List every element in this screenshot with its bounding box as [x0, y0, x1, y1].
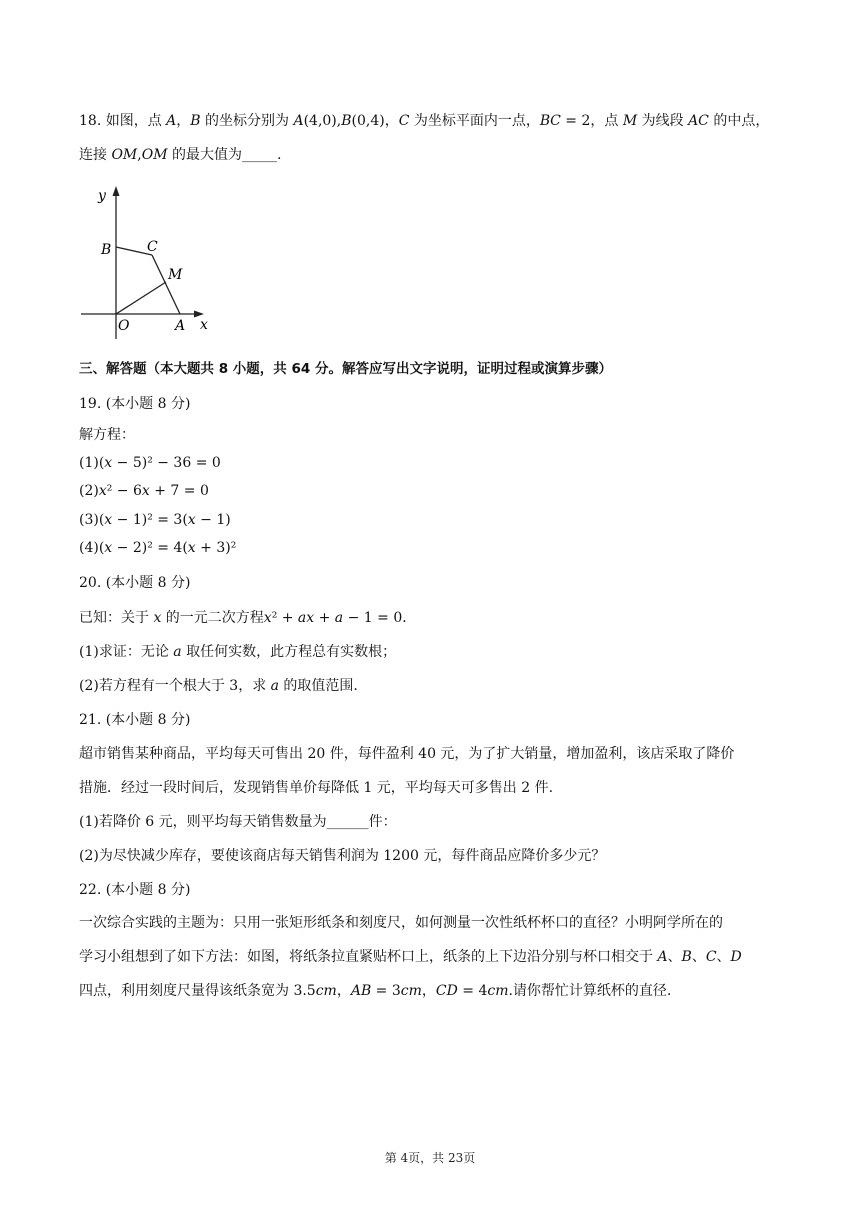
q22-line-2: 学习小组想到了如下方法：如图，将纸条拉直紧贴杯口上，纸条的上下边沿分别与杯口相交于 𝐴、𝐵、𝐶、𝐷: [79, 949, 742, 965]
q21-line-3: (1)若降价 6 元，则平均每天销售数量为______件：: [79, 814, 397, 830]
q22-line-1: 一次综合实践的主题为：只用一张矩形纸条和刻度尺，如何测量一次性纸杯杯口的直径？小明阿学所在的: [79, 915, 723, 931]
coordinate-figure: [78, 183, 228, 347]
q19-item-2: (2)𝑥² − 6𝑥 + 7 = 0: [79, 483, 209, 499]
q20-line-1: 已知：关于 𝑥 的一元二次方程𝑥² + 𝑎𝑥 + 𝑎 − 1 = 0．: [79, 610, 417, 626]
q18-line-1: 18. 如图，点 𝐴，𝐵 的坐标分别为 𝐴(4,0),𝐵(0,4)，𝐶 为坐标平面内一点，𝐵𝐶 = 2，点 𝑀 为线段 𝐴𝐶 的中点，: [79, 113, 770, 129]
label-m: M: [168, 267, 183, 283]
q21-line-1: 超市销售某种商品，平均每天可售出 20 件，每件盈利 40 元，为了扩大销量，增加盈利，该店采取了降价: [79, 746, 735, 762]
q20-line-2: (1)求证：无论 𝑎 取任何实数，此方程总有实数根；: [79, 644, 397, 660]
q21-line-2: 措施．经过一段时间后，发现销售单价每降低 1 元，平均每天可多售出 2 件.: [79, 780, 554, 796]
label-a: A: [175, 318, 186, 334]
q18-line-2: 连接 𝑂𝑀,𝑂𝑀 的最大值为_____.: [79, 147, 282, 163]
label-b: B: [101, 242, 112, 258]
label-origin: O: [118, 318, 130, 334]
page-footer: 第 4页，共 23页: [384, 1151, 476, 1165]
q22-line-3: 四点，利用刻度尺量得该纸条宽为 3.5𝑐𝑚，𝐴𝐵 = 3𝑐𝑚，𝐶𝐷 = 4𝑐𝑚.请你帮忙计算纸杯的直径.: [79, 983, 672, 999]
q19-item-1: (1)(𝑥 − 5)² − 36 = 0: [79, 455, 221, 471]
q19-intro: 解方程：: [79, 427, 135, 443]
q19-item-3: (3)(𝑥 − 1)² = 3(𝑥 − 1): [79, 512, 231, 528]
label-x: x: [200, 317, 208, 333]
q21-line-4: (2)为尽快减少库存，要使该商店每天销售利润为 1200 元，每件商品应降价多少元？: [79, 848, 606, 864]
q19-header: 19. (本小题 8 分): [79, 396, 191, 412]
q19-item-4: (4)(𝑥 − 2)² = 4(𝑥 + 3)²: [79, 540, 237, 556]
q20-header: 20. (本小题 8 分): [79, 575, 191, 591]
section-3-title: 三、解答题（本大题共 8 小题，共 64 分。解答应写出文字说明，证明过程或演算步骤）: [79, 361, 612, 377]
q20-line-3: (2)若方程有一个根大于 3，求 𝑎 的取值范围.: [79, 678, 358, 694]
label-y: y: [98, 188, 106, 204]
q22-header: 22. (本小题 8 分): [79, 882, 191, 898]
q21-header: 21. (本小题 8 分): [79, 712, 191, 728]
label-c: C: [147, 239, 158, 255]
